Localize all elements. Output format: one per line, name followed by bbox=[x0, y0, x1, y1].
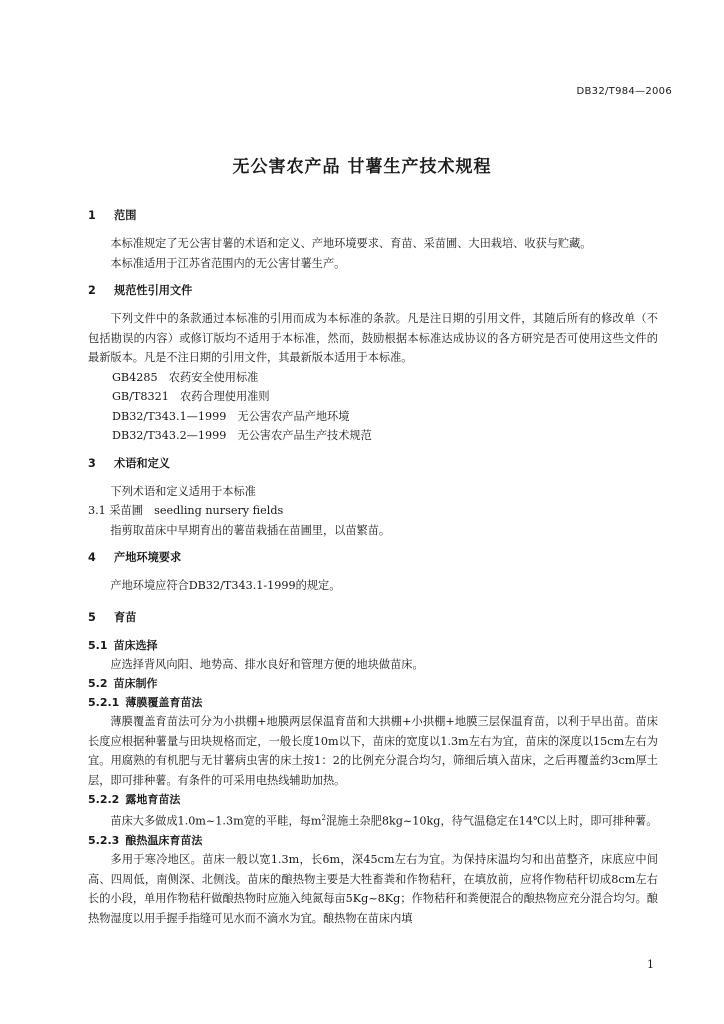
subsection-title: 苗床制作 bbox=[113, 677, 158, 690]
reference-item: GB/T8321 农药合理使用准则 bbox=[112, 390, 270, 403]
subsubsection-title: 露地育苗法 bbox=[125, 793, 181, 806]
subsubsection-heading bbox=[88, 831, 658, 850]
reference-item: DB32/T343.2—1999 无公害农产品生产技术规范 bbox=[112, 429, 372, 442]
term-title: 3.1 采苗圃 seedling nursery fields bbox=[88, 504, 284, 517]
section-heading-5 bbox=[88, 608, 658, 628]
page-title: 无公害农产品 甘薯生产技术规程 bbox=[232, 157, 492, 177]
superscript: 2 bbox=[321, 814, 326, 822]
paragraph: 本标准规定了无公害甘薯的术语和定义、产地环境要求、育苗、采苗圃、大田栽培、收获与贮藏。 bbox=[110, 237, 592, 250]
text-run: 苗床大多做成1.0m~1.3m宽的平畦，每m bbox=[110, 814, 322, 828]
subsection-heading bbox=[88, 674, 658, 693]
section-title: 范围 bbox=[114, 209, 137, 222]
subsection-number: 5.2 bbox=[88, 677, 108, 690]
paragraph: 应选择背风向阳、地势高、排水良好和管理方便的地块做苗床。 bbox=[110, 657, 424, 671]
section-number: 3 bbox=[88, 456, 96, 470]
section-heading-1 bbox=[88, 206, 658, 226]
document-body bbox=[88, 206, 658, 928]
subsection-heading bbox=[88, 636, 658, 655]
section-heading-2 bbox=[88, 281, 658, 301]
section-title: 产地环境要求 bbox=[114, 551, 182, 564]
paragraph: 下列术语和定义适用于本标准 bbox=[110, 484, 256, 498]
paragraph: 多用于寒冷地区。苗床一般以宽1.3m，长6m，深45cm左右为宜。为保持床温均匀和出苗整齐，床底应中间高、四周低，南侧深、北侧浅。苗床的酿热物主要是大牲畜粪和作物秸秆，在填放前，应将作物秸秆切成8cm左右长的小段，单用作物秸秆做酿热物时应施入纯氮每亩5Kg~8Kg；作物秸秆和粪便混合的酿热物应充分混合均匀。酿热物湿度以用手握手指缝可见水而不滴水为宜。酿热物在苗床内填 bbox=[88, 853, 658, 925]
subsubsection-heading bbox=[88, 790, 658, 809]
section-title: 育苗 bbox=[114, 610, 137, 624]
standard-code: DB32/T984—2006 bbox=[576, 86, 672, 97]
paragraph: 下列文件中的条款通过本标准的引用而成为本标准的条款。凡是注日期的引用文件，其随后所有的修改单（不包括勘误的内容）或修订版均不适用于本标准，然而，鼓励根据本标准达成协议的各方研究是否可使用这些文件的最新版本。凡是不注日期的引用文件，其最新版本适用于本标准。 bbox=[88, 312, 658, 364]
subsection-title: 苗床选择 bbox=[113, 638, 158, 652]
section-heading-4 bbox=[88, 548, 658, 568]
subsubsection-number: 5.2.3 bbox=[88, 834, 120, 848]
text-run: 混施土杂肥8kg~10kg，待气温稳定在14℃以上时，即可排种薯。 bbox=[325, 814, 658, 828]
subsection-number: 5.1 bbox=[88, 638, 108, 652]
subsubsection-number: 5.2.2 bbox=[88, 793, 120, 806]
reference-item: DB32/T343.1—1999 无公害农产品产地环境 bbox=[112, 409, 350, 423]
subsubsection-number: 5.2.1 bbox=[88, 696, 120, 709]
section-title: 术语和定义 bbox=[114, 456, 170, 470]
subsubsection-heading bbox=[88, 693, 658, 712]
section-number: 5 bbox=[88, 610, 96, 624]
paragraph bbox=[88, 809, 658, 831]
term-definition: 指剪取苗床中早期育出的薯苗栽插在苗圃里，以苗繁苗。 bbox=[110, 523, 391, 537]
section-title: 规范性引用文件 bbox=[114, 284, 193, 297]
subsubsection-title: 薄膜覆盖育苗法 bbox=[125, 696, 203, 709]
section-number: 4 bbox=[88, 551, 96, 564]
paragraph: 本标准适用于江苏省范围内的无公害甘薯生产。 bbox=[110, 256, 346, 270]
section-number: 2 bbox=[88, 284, 96, 297]
section-heading-3 bbox=[88, 454, 658, 474]
section-number: 1 bbox=[88, 209, 96, 222]
subsubsection-title: 酿热温床育苗法 bbox=[125, 834, 203, 848]
page-number: 1 bbox=[647, 958, 654, 971]
paragraph: 薄膜覆盖育苗法可分为小拱棚+地膜两层保温育苗和大拱棚+小拱棚+地膜三层保温育苗，以利于早出苗。苗床长度应根据种薯量与田块规格而定，一般长度10m以下，苗床的宽度以1.3m左右为宜，苗床的深度以15cm左右为宜。用腐熟的有机肥与无甘薯病虫害的床土按1：2的比例充分混合均匀，筛细后填入苗床，之后再覆盖约3cm厚土层，即可排种薯。有条件的可采用电热线辅助加热。 bbox=[88, 715, 658, 787]
reference-item: GB4285 农药安全使用标准 bbox=[112, 370, 259, 384]
paragraph: 产地环境应符合DB32/T343.1-1999的规定。 bbox=[110, 579, 341, 592]
